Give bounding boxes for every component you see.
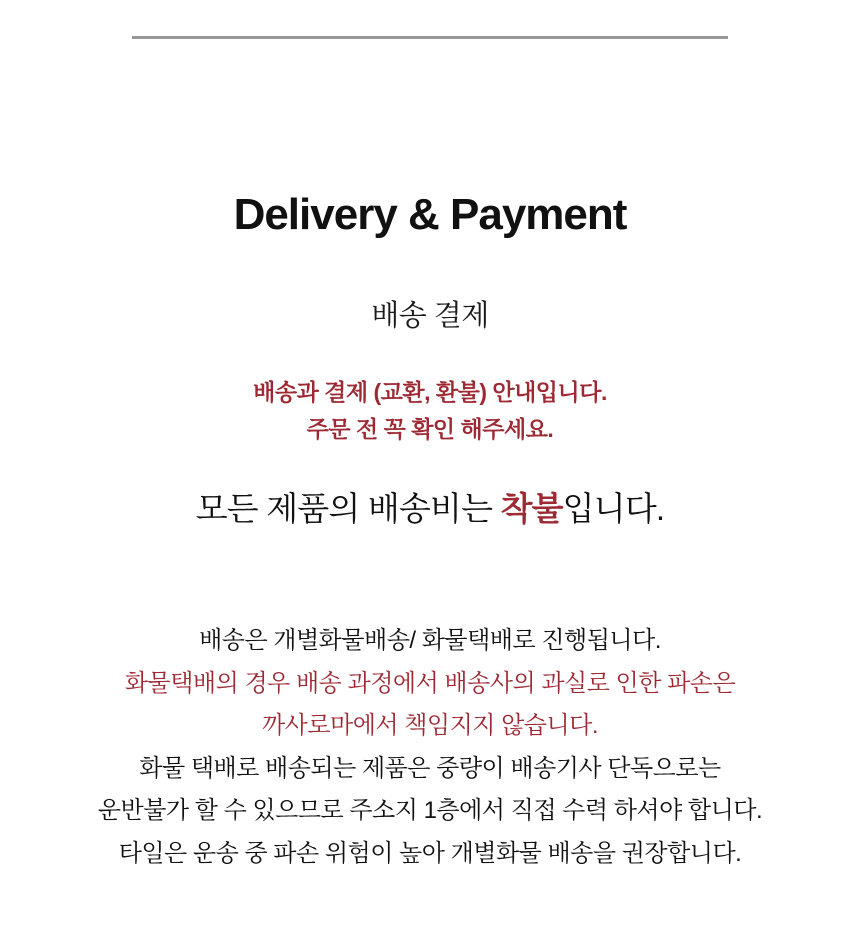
shipping-info-paragraph [0, 620, 860, 875]
body-line: 화물택배의 경우 배송 과정에서 배송사의 과실로 인한 파손은 [124, 669, 736, 697]
body-line: 까사로마에서 책임지지 않습니다. [261, 712, 599, 739]
body-line: 타일은 운송 중 파손 위험이 높아 개별화물 배송을 권장합니다. [118, 839, 742, 867]
page-title: Delivery & Payment [233, 190, 627, 239]
notice-line-2: 주문 전 꼭 확인 해주세요. [306, 416, 554, 442]
top-divider-line [132, 36, 728, 39]
body-line: 화물 택배로 배송되는 제품은 중량이 배송기사 단독으로는 [139, 754, 721, 782]
body-line: 배송은 개별화물배송/ 화물택배로 진행됩니다. [199, 627, 661, 654]
fee-heading-prefix: 모든 제품의 배송비는 [195, 490, 501, 527]
fee-heading-highlight: 착불 [500, 490, 563, 527]
fee-heading-suffix: 입니다. [562, 490, 665, 527]
body-line: 운반불가 할 수 있으므로 주소지 1층에서 직접 수력 하셔야 합니다. [97, 797, 763, 824]
shipping-fee-heading [0, 486, 860, 532]
notice-line-1: 배송과 결제 (교환, 환불) 안내입니다. [253, 379, 607, 405]
notice-block [0, 374, 860, 448]
page-subtitle-korean: 배송 결제 [371, 300, 489, 332]
